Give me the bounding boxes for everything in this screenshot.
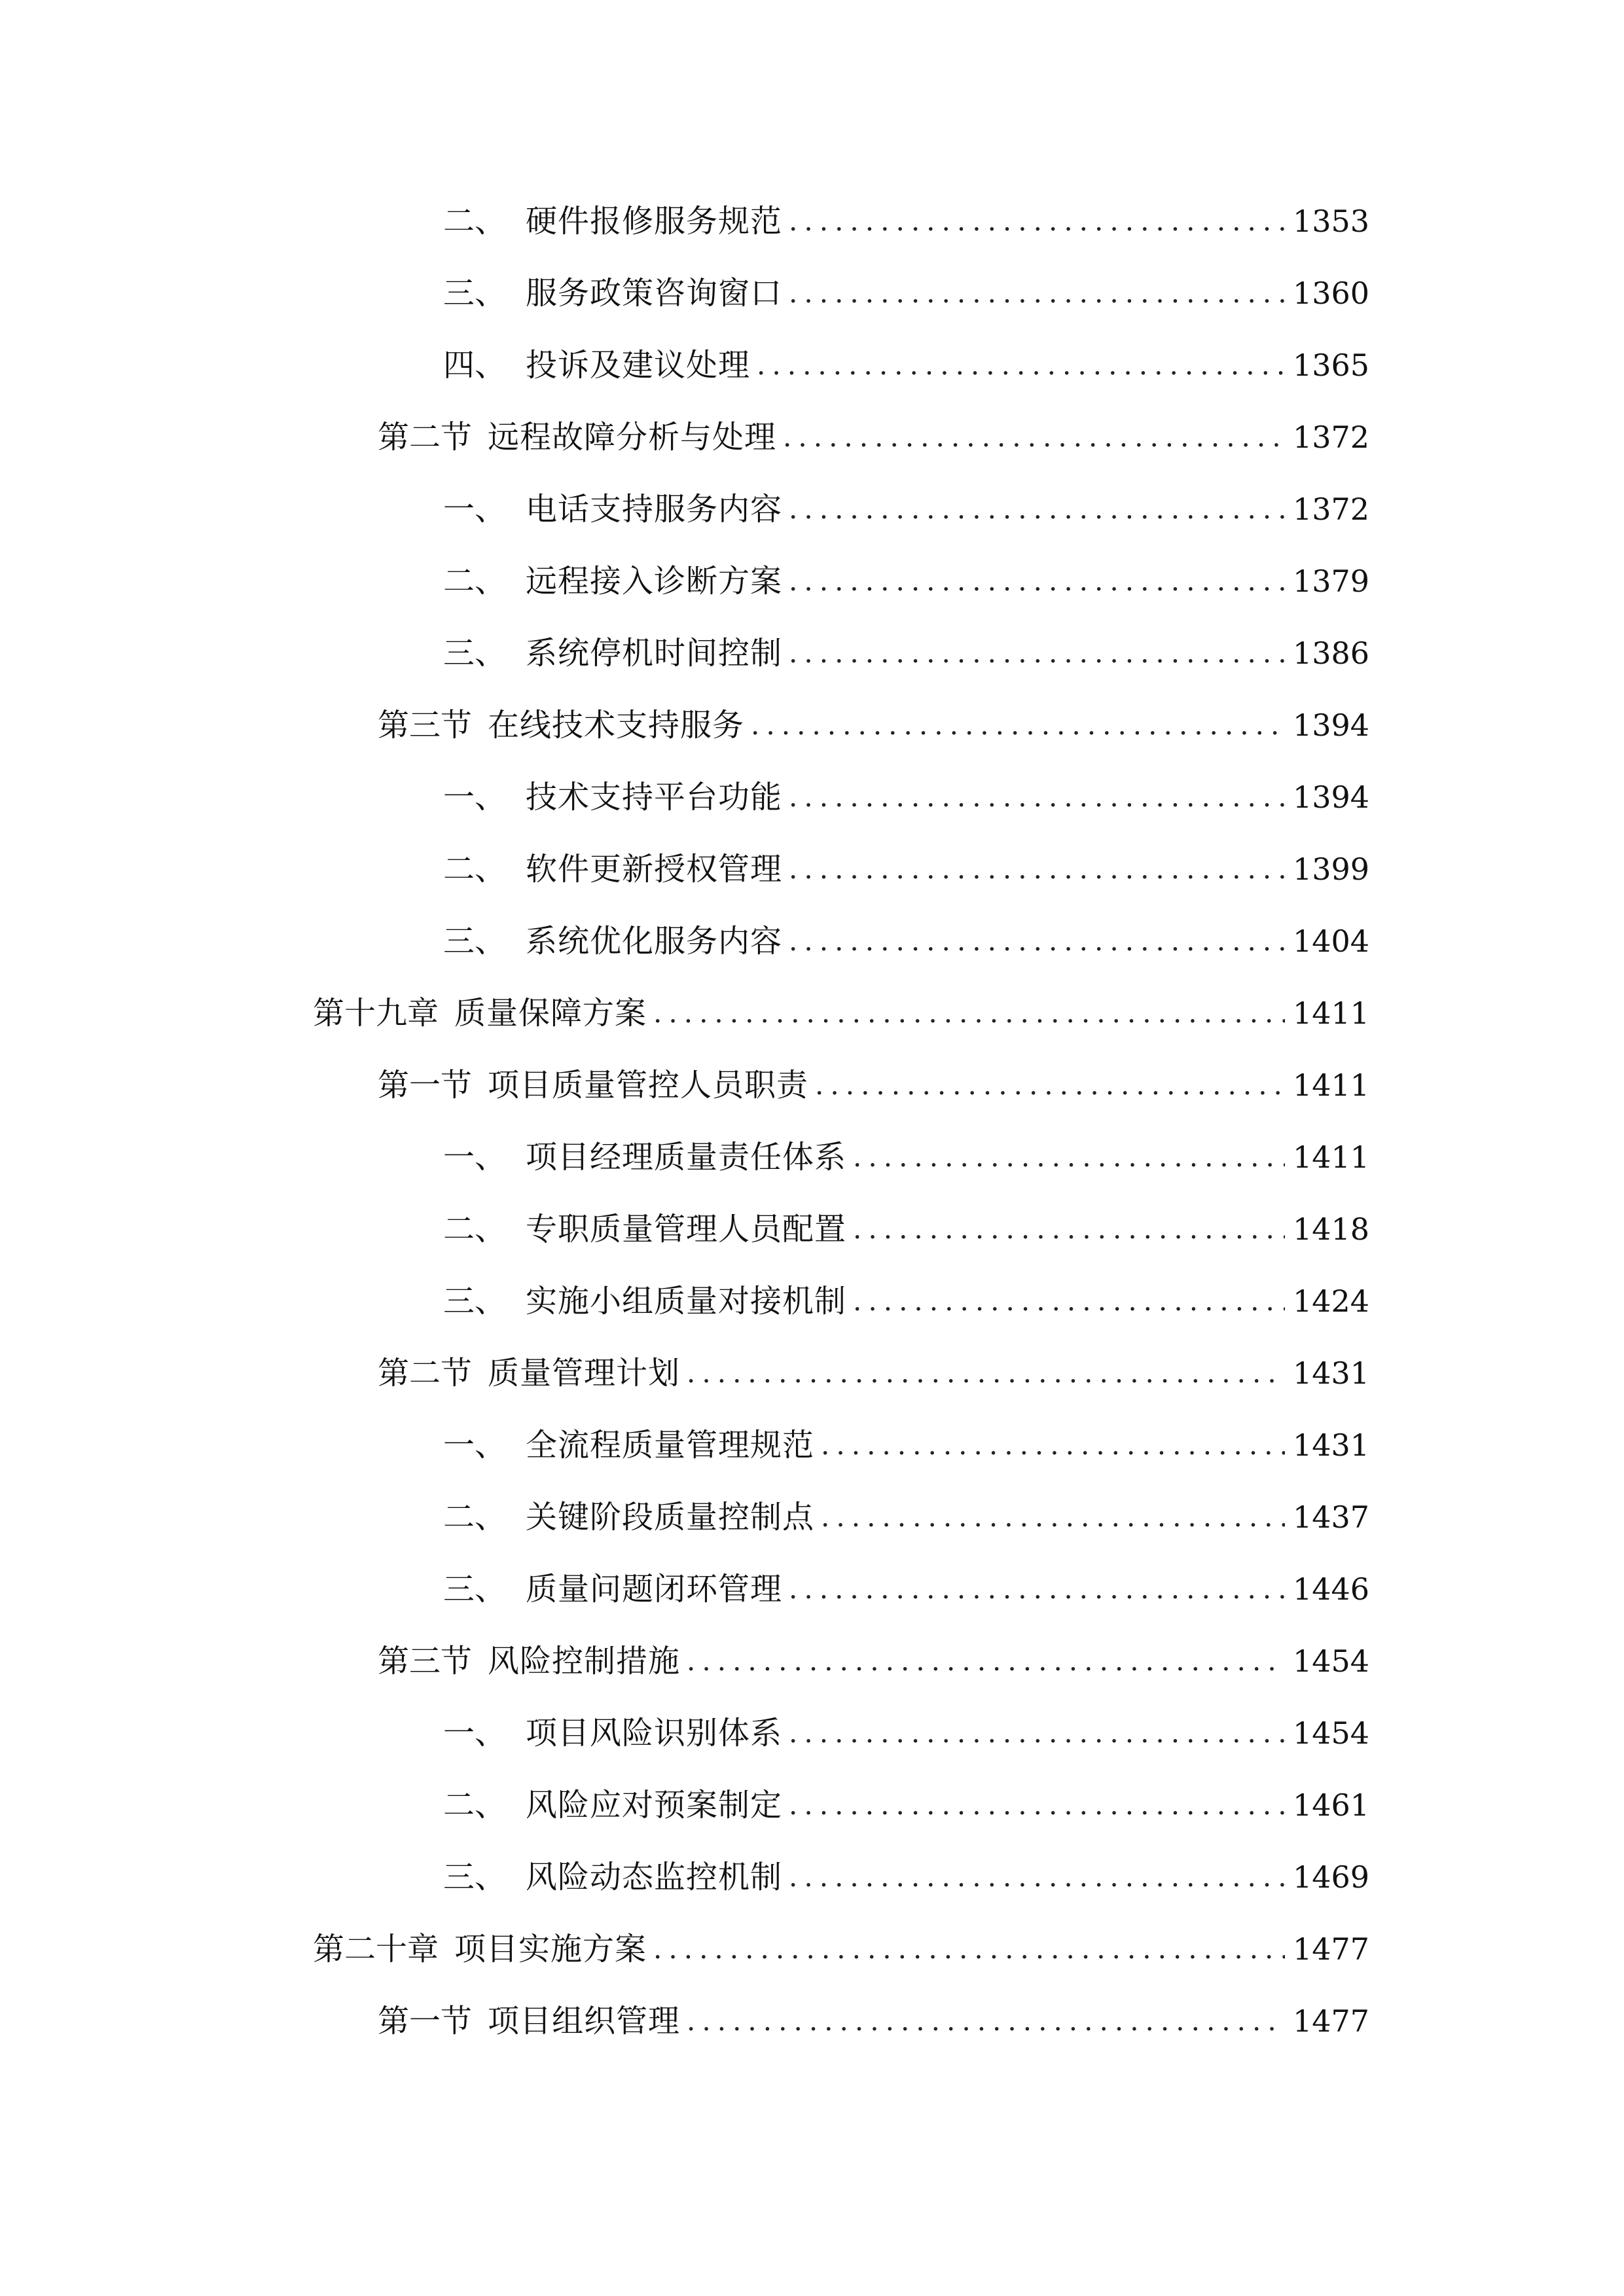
toc-entry[interactable] (0, 1481, 1624, 1553)
entry-title: 关键阶段质量控制点 (526, 1499, 815, 1535)
entry-page-number: 1437 (1293, 1499, 1370, 1535)
dot-leader (653, 977, 1285, 1049)
entry-title: 质量管理计划 (488, 1355, 681, 1391)
entry-number: 第十九章 (313, 995, 439, 1031)
dot-leader (789, 905, 1285, 977)
entry-number: 三、 (443, 635, 507, 672)
entry-page-number: 1372 (1293, 420, 1370, 455)
entry-page-number: 1469 (1293, 1859, 1370, 1895)
toc-entry[interactable] (0, 1697, 1624, 1769)
table-of-contents (0, 185, 1624, 2057)
entry-number: 二、 (443, 1211, 507, 1247)
entry-page-number: 1360 (1293, 276, 1370, 311)
dot-leader (687, 1985, 1285, 2057)
entry-title: 项目组织管理 (488, 2003, 681, 2039)
entry-page-number: 1353 (1293, 204, 1370, 239)
toc-entry[interactable] (0, 329, 1624, 401)
entry-page-number: 1394 (1293, 780, 1370, 815)
dot-leader (789, 1553, 1285, 1625)
dot-leader (789, 473, 1285, 545)
entry-number: 三、 (443, 923, 507, 960)
entry-title: 在线技术支持服务 (488, 707, 745, 744)
toc-entry[interactable] (0, 257, 1624, 329)
toc-entry[interactable] (0, 185, 1624, 257)
toc-entry[interactable] (0, 833, 1624, 905)
toc-entry[interactable] (0, 977, 1624, 1049)
entry-page-number: 1461 (1293, 1787, 1370, 1823)
toc-entry[interactable] (0, 1121, 1624, 1193)
dot-leader (757, 329, 1285, 401)
dot-leader (789, 257, 1285, 329)
entry-title: 风险控制措施 (488, 1643, 681, 1679)
dot-leader (789, 1841, 1285, 1913)
entry-number: 一、 (443, 1139, 507, 1175)
toc-entry[interactable] (0, 473, 1624, 545)
entry-number: 三、 (443, 1859, 507, 1895)
entry-number: 第三节 (378, 1643, 473, 1679)
entry-title: 技术支持平台功能 (526, 779, 783, 816)
toc-entry[interactable] (0, 1841, 1624, 1913)
entry-page-number: 1454 (1293, 1643, 1370, 1679)
entry-number: 第一节 (378, 2003, 473, 2039)
dot-leader (815, 1049, 1285, 1121)
toc-entry[interactable] (0, 1049, 1624, 1121)
entry-title: 软件更新授权管理 (526, 851, 783, 888)
entry-number: 一、 (443, 1715, 507, 1751)
entry-number: 第三节 (378, 707, 473, 744)
entry-number: 三、 (443, 275, 507, 312)
entry-title: 全流程质量管理规范 (526, 1427, 815, 1463)
dot-leader (789, 185, 1285, 257)
toc-entry[interactable] (0, 1625, 1624, 1697)
toc-entry[interactable] (0, 1913, 1624, 1985)
dot-leader (789, 833, 1285, 905)
entry-title: 服务政策咨询窗口 (526, 275, 783, 312)
dot-leader (853, 1121, 1285, 1193)
entry-number: 三、 (443, 1283, 507, 1319)
entry-title: 项目实施方案 (454, 1931, 647, 1967)
entry-number: 第二节 (378, 1355, 473, 1391)
entry-page-number: 1446 (1293, 1571, 1370, 1607)
entry-title: 项目风险识别体系 (526, 1715, 783, 1751)
dot-leader (783, 401, 1285, 473)
dot-leader (687, 1337, 1285, 1409)
dot-leader (821, 1409, 1285, 1481)
toc-entry[interactable] (0, 1409, 1624, 1481)
entry-title: 质量问题闭环管理 (526, 1571, 783, 1607)
entry-number: 二、 (443, 563, 507, 600)
toc-entry[interactable] (0, 1985, 1624, 2057)
entry-page-number: 1399 (1293, 852, 1370, 887)
entry-number: 二、 (443, 203, 507, 240)
entry-title: 远程故障分析与处理 (488, 419, 777, 456)
entry-number: 一、 (443, 1427, 507, 1463)
toc-entry[interactable] (0, 617, 1624, 689)
toc-entry[interactable] (0, 1553, 1624, 1625)
entry-number: 第一节 (378, 1067, 473, 1103)
dot-leader (853, 1193, 1285, 1265)
dot-leader (789, 545, 1285, 617)
dot-leader (789, 761, 1285, 833)
dot-leader (751, 689, 1285, 761)
entry-page-number: 1404 (1293, 924, 1370, 959)
dot-leader (789, 1769, 1285, 1841)
entry-page-number: 1394 (1293, 708, 1370, 743)
entry-title: 电话支持服务内容 (526, 491, 783, 528)
entry-page-number: 1411 (1293, 1139, 1370, 1175)
entry-page-number: 1477 (1293, 1931, 1370, 1967)
dot-leader (789, 1697, 1285, 1769)
dot-leader (821, 1481, 1285, 1553)
entry-title: 项目经理质量责任体系 (526, 1139, 847, 1175)
entry-page-number: 1411 (1293, 1067, 1370, 1103)
entry-page-number: 1418 (1293, 1211, 1370, 1247)
entry-title: 风险应对预案制定 (526, 1787, 783, 1823)
entry-title: 投诉及建议处理 (526, 347, 751, 384)
entry-page-number: 1454 (1293, 1715, 1370, 1751)
toc-entry[interactable] (0, 689, 1624, 761)
entry-page-number: 1386 (1293, 636, 1370, 671)
entry-title: 系统优化服务内容 (526, 923, 783, 960)
dot-leader (687, 1625, 1285, 1697)
toc-entry[interactable] (0, 545, 1624, 617)
entry-number: 四、 (443, 347, 507, 384)
entry-number: 三、 (443, 1571, 507, 1607)
entry-page-number: 1365 (1293, 348, 1370, 383)
entry-number: 二、 (443, 1787, 507, 1823)
entry-title: 质量保障方案 (454, 995, 647, 1031)
entry-page-number: 1372 (1293, 492, 1370, 527)
entry-number: 第二十章 (313, 1931, 439, 1967)
entry-title: 远程接入诊断方案 (526, 563, 783, 600)
dot-leader (653, 1913, 1285, 1985)
entry-title: 系统停机时间控制 (526, 635, 783, 672)
entry-page-number: 1431 (1293, 1355, 1370, 1391)
entry-number: 二、 (443, 1499, 507, 1535)
toc-entry[interactable] (0, 1769, 1624, 1841)
toc-entry[interactable] (0, 761, 1624, 833)
entry-title: 项目质量管控人员职责 (488, 1067, 809, 1103)
entry-title: 风险动态监控机制 (526, 1859, 783, 1895)
entry-number: 一、 (443, 779, 507, 816)
entry-number: 第二节 (378, 419, 473, 456)
toc-entry[interactable] (0, 1265, 1624, 1337)
dot-leader (789, 617, 1285, 689)
toc-entry[interactable] (0, 905, 1624, 977)
toc-entry[interactable] (0, 401, 1624, 473)
toc-entry[interactable] (0, 1193, 1624, 1265)
entry-title: 专职质量管理人员配置 (526, 1211, 847, 1247)
entry-title: 实施小组质量对接机制 (526, 1283, 847, 1319)
entry-title: 硬件报修服务规范 (526, 203, 783, 240)
entry-page-number: 1431 (1293, 1427, 1370, 1463)
entry-page-number: 1477 (1293, 2003, 1370, 2039)
dot-leader (853, 1265, 1285, 1337)
entry-number: 二、 (443, 851, 507, 888)
entry-number: 一、 (443, 491, 507, 528)
entry-page-number: 1411 (1293, 996, 1370, 1031)
entry-page-number: 1424 (1293, 1283, 1370, 1319)
entry-page-number: 1379 (1293, 564, 1370, 599)
toc-entry[interactable] (0, 1337, 1624, 1409)
